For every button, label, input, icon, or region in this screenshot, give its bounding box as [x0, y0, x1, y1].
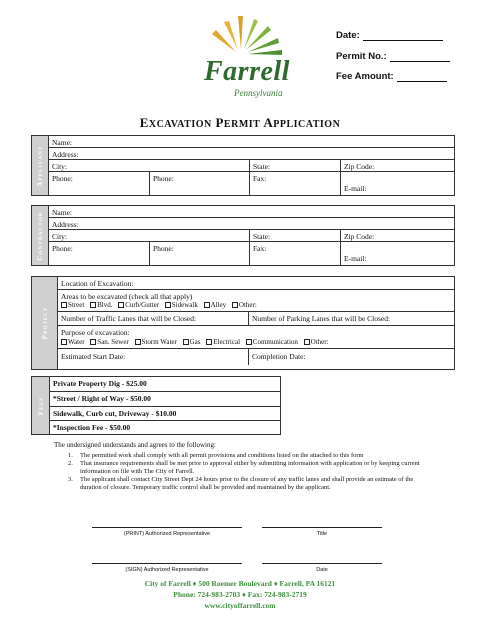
logo-subtitle: Pennsylvania: [234, 88, 283, 98]
permit-no-field[interactable]: Permit No.:: [336, 51, 450, 62]
applicant-name-field[interactable]: Name:: [52, 138, 72, 147]
purpose-electrical[interactable]: Electrical: [206, 338, 240, 346]
checkbox-icon: [204, 302, 210, 308]
purpose-field: Purpose of excavation: Water San. Sewer Storm Water Gas Electrical Communication Other:: [58, 326, 454, 348]
applicant-phone2-field[interactable]: Phone:: [149, 172, 249, 195]
area-sidewalk[interactable]: Sidewalk: [165, 301, 198, 309]
checkbox-icon: [135, 339, 141, 345]
start-date-field[interactable]: Estimated Start Date:: [61, 352, 126, 361]
parking-lanes-field[interactable]: Number of Parking Lanes that will be Closed:: [248, 312, 454, 325]
fee-street-row: *Street / Right of Way - $50.00: [53, 394, 151, 403]
applicant-phone-field[interactable]: Phone:: [52, 174, 73, 183]
applicant-email-field[interactable]: E-mail:: [340, 172, 454, 195]
agreement-terms: [68, 452, 428, 492]
applicant-tab: Applicant: [32, 136, 49, 195]
purpose-other[interactable]: Other:: [304, 338, 329, 346]
area-other[interactable]: Other:: [232, 301, 257, 309]
print-rep-line[interactable]: (PRINT) Authorized Representative: [92, 527, 242, 537]
agreement-intro: The undersigned understands and agrees to the following:: [54, 441, 216, 449]
purpose-communication[interactable]: Communication: [246, 338, 298, 346]
date-field[interactable]: Date:: [336, 30, 443, 41]
checkbox-icon: [183, 339, 189, 345]
fees-section: [31, 376, 281, 435]
title-line[interactable]: Title: [262, 527, 382, 537]
project-section: [31, 276, 455, 370]
contractor-email-field[interactable]: E-mail:: [340, 242, 454, 265]
purpose-storm[interactable]: Storm Water: [135, 338, 177, 346]
checkbox-icon: [118, 302, 124, 308]
term-item: 2. That insurance requirements shall be met prior to approval either by submitting information with application or by keeping current information on file with The City of Farrell.: [68, 460, 420, 475]
date-line[interactable]: Date: [262, 563, 382, 573]
checkbox-icon: [90, 302, 96, 308]
contractor-state-field[interactable]: State:: [249, 230, 340, 241]
checkbox-icon: [304, 339, 310, 345]
fee-inspection: *Inspection Fee - $50.00: [53, 423, 131, 432]
applicant-zip-field[interactable]: Zip Code:: [340, 160, 454, 171]
fee-sidewalk: Sidewalk, Curb cut, Driveway - $10.00: [53, 409, 177, 418]
checkbox-icon: [165, 302, 171, 308]
footer-website[interactable]: www.cityoffarrell.com: [204, 601, 276, 610]
term-item: 3. The applicant shall contact City Street Dept 24 hours prior to the closure of any traffic lanes and shall provide an estimate of the duration of closure. Temporary traffic control shall be provided and maintained by the applicant.: [68, 476, 414, 491]
traffic-lanes-field[interactable]: Number of Traffic Lanes that will be Closed:: [61, 314, 197, 323]
fees-tab: Fees: [32, 377, 50, 434]
checkbox-icon: [61, 302, 67, 308]
checkbox-icon: [90, 339, 96, 345]
project-tab: Project: [32, 277, 58, 369]
applicant-state-field[interactable]: State:: [249, 160, 340, 171]
checkbox-icon: [61, 339, 67, 345]
contractor-phone2-field[interactable]: Phone:: [149, 242, 249, 265]
contractor-tab: Contractor: [32, 206, 49, 265]
area-street[interactable]: Street: [61, 301, 84, 309]
applicant-city-field[interactable]: City:: [52, 162, 68, 171]
contractor-phone-field[interactable]: Phone:: [52, 244, 73, 253]
purpose-gas[interactable]: Gas: [183, 338, 201, 346]
area-blvd[interactable]: Blvd.: [90, 301, 112, 309]
fee-private-dig: Private Property Dig - $25.00: [53, 379, 147, 388]
logo-wordmark: Farrell: [204, 56, 290, 87]
applicant-address-field[interactable]: Address:: [52, 150, 79, 159]
area-alley[interactable]: Alley: [204, 301, 227, 309]
footer-phone: Phone: 724-983-2703 ♦ Fax: 724-983-2719: [173, 590, 307, 599]
contractor-address-field[interactable]: Address:: [52, 220, 79, 229]
city-logo: [190, 14, 300, 104]
applicant-section: [31, 135, 455, 196]
contractor-section: [31, 205, 455, 266]
term-item: 1. The permitted work shall comply with all permit provisions and conditions listed on the attached to this form: [68, 452, 364, 459]
completion-date-field[interactable]: Completion Date:: [248, 349, 454, 365]
contractor-zip-field[interactable]: Zip Code:: [340, 230, 454, 241]
checkbox-icon: [206, 339, 212, 345]
purpose-sewer[interactable]: San. Sewer: [90, 338, 129, 346]
contractor-city-field[interactable]: City:: [52, 232, 68, 241]
checkbox-icon: [246, 339, 252, 345]
location-field[interactable]: Location of Excavation:: [61, 279, 134, 288]
footer-address: City of Farrell ♦ 500 Roemer Boulevard ♦ Farrell, PA 16121: [144, 579, 336, 588]
contractor-name-field[interactable]: Name:: [52, 208, 72, 217]
purpose-water[interactable]: Water: [61, 338, 85, 346]
contractor-fax-field[interactable]: Fax:: [249, 242, 340, 265]
applicant-fax-field[interactable]: Fax:: [249, 172, 340, 195]
checkbox-icon: [232, 302, 238, 308]
fee-amount-field[interactable]: Fee Amount:: [336, 71, 447, 82]
sign-rep-line[interactable]: (SIGN) Authorized Representative: [92, 563, 242, 573]
areas-options: [61, 301, 261, 309]
page-title: EXCAVATION PERMIT APPLICATION: [139, 115, 341, 130]
areas-field: Areas to be excavated (check all that apply) Street Blvd. Curb/Gutter Sidewalk Alley Other:: [58, 290, 454, 311]
purpose-options: [61, 338, 333, 346]
area-curb[interactable]: Curb/Gutter: [118, 301, 159, 309]
